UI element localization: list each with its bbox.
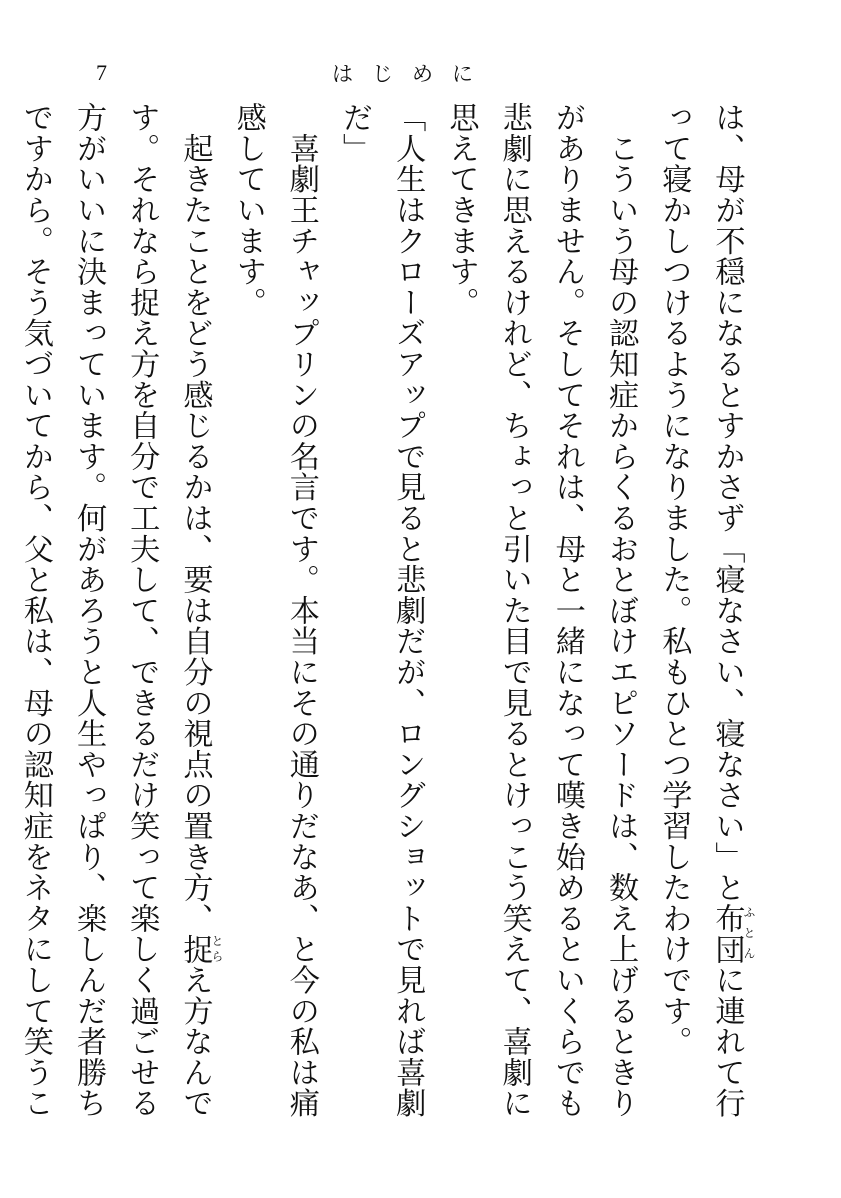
paragraph-2: こういう母の認知症からくるおとぼけエピソードは、数え上げるときりがありません。そしてそれは、母と一緒になって嘆き始めるといくらでも悲劇に思えるけれど、ちょっと引いた目で見るとけっこう笑えて、喜劇に思えてきます。 — [443, 102, 639, 1119]
page-number: 7 — [96, 60, 107, 85]
body-text — [17, 102, 756, 1142]
running-head: はじめに — [332, 62, 492, 86]
paragraph-5-part-b: え方なんです。それなら捉え方を自分で工夫して、できるだけ笑って楽しく過ごせる方がいいに決まっています。何があろうと人生やっぱり、楽しんだ者勝ちですから。そう気づいてから、父と私は、母の認知症をネタにして笑うこ — [17, 102, 213, 1119]
paragraph-4: 喜劇王チャップリンの名言です。本当にその通りだなあ、と今の私は痛感しています。 — [230, 102, 319, 1119]
paragraph-3-quote: 「人生はクローズアップで見ると悲劇だが、ロングショットで見れば喜劇だ」 — [337, 102, 426, 1119]
paragraph-1-part-b: に連れて行って寝かしつけるようになりました。私もひとつ学習したわけです。 — [656, 102, 745, 1119]
ruby-tora — [177, 933, 224, 965]
paragraph-1-part-a: は、母が不穏になるとすかさず「寝なさい、寝なさい」と — [709, 102, 745, 903]
ruby-tora-reading: とら — [209, 933, 224, 965]
ruby-futon-reading: ふとん — [742, 902, 756, 965]
paragraph-5 — [0, 102, 224, 1119]
paragraph-5-part-a: 起きたことをどう感じるかは、要は自分の視点の置き方、 — [177, 102, 213, 934]
paragraph-1 — [656, 102, 756, 1119]
ruby-futon — [709, 902, 756, 965]
ruby-tora-base: 捉 — [177, 933, 213, 965]
ruby-futon-base: 布団 — [709, 902, 745, 965]
